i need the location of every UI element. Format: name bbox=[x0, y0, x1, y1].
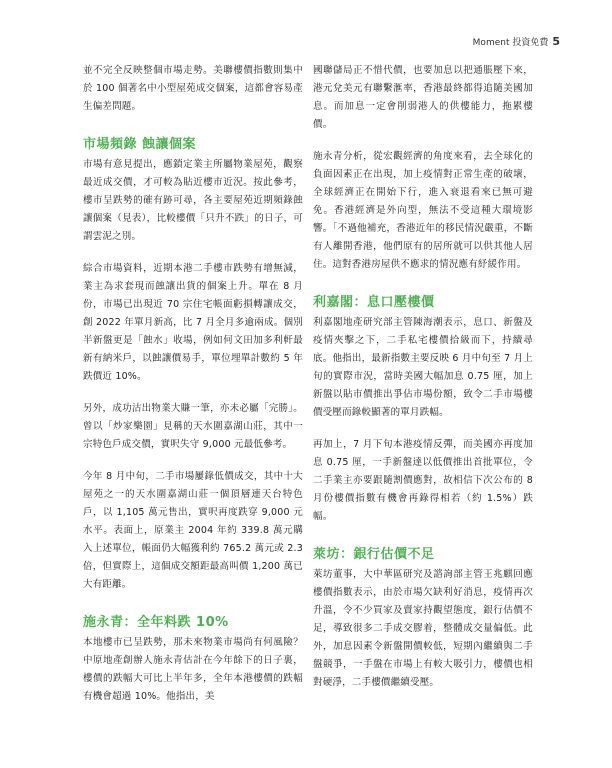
paragraph: 並不完全反映整個市場走勢。美聯樓價指數則集中於 100 個著名中小型屋苑成交個案，這都會容易產生偏差問題。 bbox=[83, 65, 303, 112]
paragraph: 綜合市場資料，近期本港二手樓市跌勢有增無減，業主為求套現而蝕讓出貨的個案上升。單在 8 月份，市場已出現近 70 宗住宅帳面虧損轉讓成交，創 2022 年單月新高，比 7 月全月多逾兩成。個別半新盤更是「蝕水」收場，例如何文田加多利軒最新有納米戶，以蝕讓價易手，單位埋單計數約 5 年跌價近 10%。 bbox=[83, 263, 303, 382]
paragraph: 本地樓市已呈跌勢，那未來物業市場尚有何風險？ 中原地產創辦人施永青估計在今年餘下的日子裏，樓價的跌幅大可比上半年多，全年本港樓價的跌幅有機會超過 10%。他指出，美 bbox=[83, 637, 303, 702]
section-heading: 萊坊：銀行估價不足 bbox=[313, 547, 435, 562]
paragraph: 另外，成功沽出物業大賺一筆，亦未必屬「完勝」。曾以「炒家樂園」見稱的天水圍嘉湖山莊，其中一宗特色戶成交價，實呎失守 9,000 元最低參考。 bbox=[83, 403, 303, 450]
section-heading: 市場頻錄 蝕讓個案 bbox=[83, 137, 197, 152]
paragraph: 萊坊董事，大中華區研究及諮詢部主管王兆麒回應樓價指數表示，由於市場欠缺利好消息，疫情再次升溫，令不少買家及賣家持觀望態度，銀行估價不足，導致很多二手成交膠着，整體成交量偏低。此外，加息因素令新盤開價較低，短期內繼續與二手盤競爭，一手盤在市場上有較大吸引力，樓價也相對硬淨，二手樓價繼續受壓。 bbox=[313, 569, 533, 688]
magazine-brand: Moment 投資免費 bbox=[472, 38, 549, 48]
section-heading: 施永青：全年料跌 10% bbox=[83, 615, 229, 630]
running-header bbox=[473, 35, 560, 48]
paragraph: 利嘉閣地產研究部主管陳海潮表示，息口、新盤及疫情夾擊之下，二手私宅樓價拾級而下，持續尋底。他指出，最新指數主要反映 6 月中旬至 7 月上旬的實際市況，當時美國大幅加息 0.75 厘，加上新盤以貼市價推出爭佔市場份額，致令二手市場樓價受壓而錄較顯著的單月跌幅。 bbox=[313, 317, 533, 418]
right-column bbox=[313, 62, 533, 706]
paragraph: 施永青分析，從宏觀經濟的角度來看，去全球化的負面因素正在出現，加上疫情對正常生產的破壞，全球經濟正在開始下行，進入衰退看來已無可避免。香港經濟是外向型，無法不受這種大環境影響。「不過他補充，香港近年的移民情況嚴重，不斷有人離開香港，他們原有的居所就可以供其他人居住。這對香港房屋供不應求的情況應有紓緩作用。 bbox=[313, 151, 533, 270]
paragraph: 再加上，7 月下旬本港疫情反彈，而美國亦再度加息 0.75 厘，一手新盤達以低價推出首批單位，令二手業主亦要跟隨割價應對，故相信下次公布的 8 月份樓價指數有機會再錄得相若（約 1.5%）跌幅。 bbox=[313, 439, 533, 522]
paragraph: 市場有意見提出，應鎖定業主所屬物業屋苑，觀察最近成交價，才可較為貼近樓市近況。按此參考，樓市呈跌勢的確有跡可尋，各主要屋苑近期頻錄蝕讓個案（見表），比較樓價「只升不跌」的日子，可謂雲泥之別。 bbox=[83, 159, 303, 242]
paragraph: 今年 8 月中旬，二手市場屢錄低價成交，其中十大屋苑之一的天水圍嘉湖山莊一個頂層連天台特色戶，以 1,105 萬元售出，實呎再度跌穿 9,000 元水平。表面上，原業主 2004 年約 339.8 萬元購入上述單位，帳面仍大幅獲利約 765.2 萬元或 2.3 倍，但實際上，這個成交額距最高叫價 1,200 萬已大有距離。 bbox=[83, 471, 303, 590]
section-heading: 利嘉閣：息口壓樓價 bbox=[313, 295, 435, 310]
left-column bbox=[83, 62, 303, 720]
paragraph: 國聯儲局正不惜代價，也要加息以把通脹壓下來，港元兌美元有聯繫滙率，香港最終都得追隨美國加息。而加息一定會削弱港人的供樓能力，拖累樓價。 bbox=[313, 65, 533, 130]
page-number: 5 bbox=[552, 35, 560, 48]
